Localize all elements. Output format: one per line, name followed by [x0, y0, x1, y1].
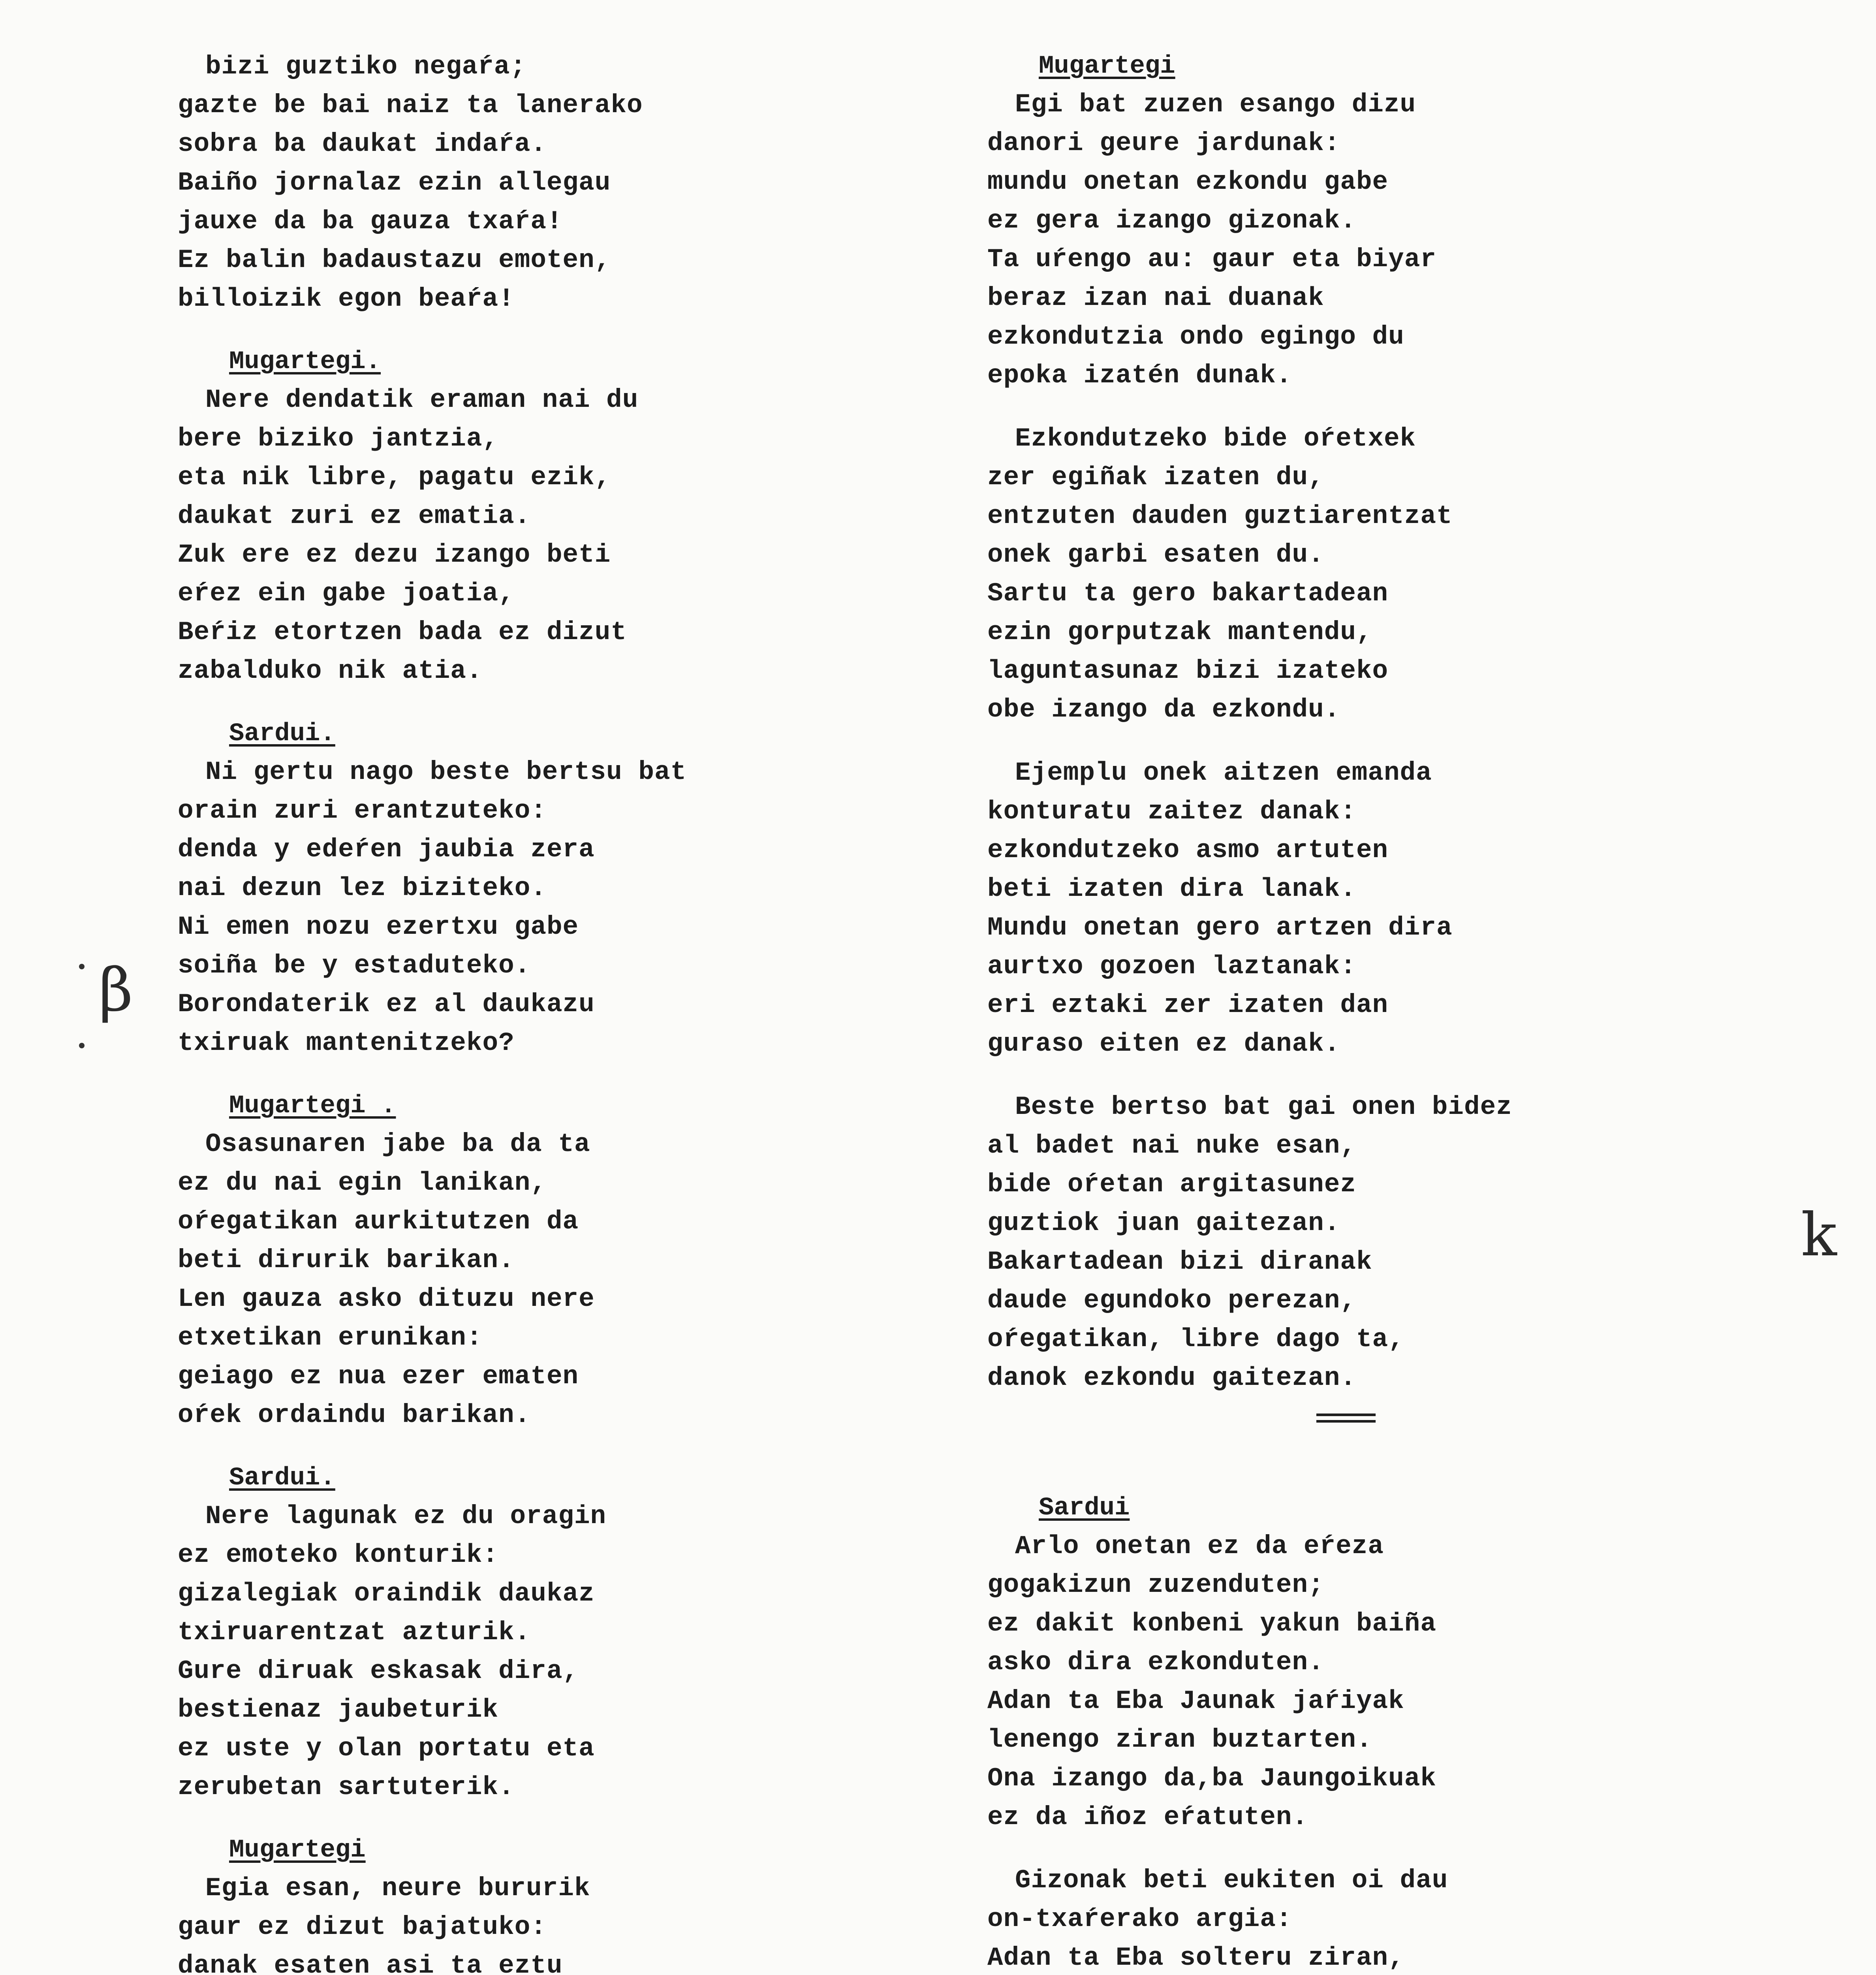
verse-line: daude egundoko perezan,	[987, 1286, 1356, 1315]
verse-line: txiruarentzat azturik.	[178, 1618, 531, 1647]
verse-line: ez gera izango gizonak.	[987, 206, 1356, 235]
verse-line: Adan ta Eba solteru ziran,	[987, 1943, 1404, 1973]
verse-line: Ezkondutzeko bide oŕetxek	[1015, 424, 1416, 453]
margin-mark-left: β	[99, 956, 133, 1025]
stanza	[987, 1489, 1758, 1837]
verse-line: Zuk ere ez dezu izango beti	[178, 540, 611, 570]
verse-line: gogakizun zuzenduten;	[987, 1570, 1324, 1600]
stanza	[178, 343, 948, 690]
verse-line: Baiño jornalaz ezin allegau	[178, 168, 611, 198]
verse-line: gaur ez dizut bajatuko:	[178, 1912, 547, 1942]
verse-line: Beŕiz etortzen bada ez dizut	[178, 617, 627, 647]
stanza	[178, 1831, 948, 1975]
verse-line: mundu onetan ezkondu gabe	[987, 167, 1389, 197]
verse-line: Bakartadean bizi diranak	[987, 1247, 1372, 1277]
right-column	[987, 47, 1758, 1975]
verse-line: daukat zuri ez ematia.	[178, 501, 531, 531]
verse-line: nai dezun lez biziteko.	[178, 873, 547, 903]
verse-line: epoka izatén dunak.	[987, 361, 1292, 390]
stanza	[178, 47, 948, 318]
verse-line: Egi bat zuzen esango dizu	[1015, 90, 1416, 119]
verse-line: gazte be bai naiz ta lanerako	[178, 90, 643, 120]
stanza	[987, 47, 1758, 395]
verse-line: beti izaten dira lanak.	[987, 874, 1356, 904]
stanza	[987, 419, 1758, 729]
verse-line: jauxe da ba gauza txaŕa!	[178, 207, 563, 236]
verse-line: konturatu zaitez danak:	[987, 797, 1356, 826]
verse-line: ezkondutzeko asmo artuten	[987, 835, 1389, 865]
verse-line: eŕez ein gabe joatia,	[178, 579, 515, 608]
verse-line: guztiok juan gaitezan.	[987, 1208, 1340, 1238]
verse-line: Ejemplu onek aitzen emanda	[1015, 758, 1432, 788]
verse-line: entzuten dauden guztiarentzat	[987, 501, 1453, 531]
verse-line: Arlo onetan ez da eŕeza	[1015, 1531, 1384, 1561]
verse-line: Beste bertso bat gai onen bidez	[1015, 1092, 1512, 1122]
verse-line: oŕek ordaindu barikan.	[178, 1400, 531, 1430]
verse-line: bide oŕetan argitasunez	[987, 1170, 1356, 1199]
verse-line: Len gauza asko dituzu nere	[178, 1284, 595, 1314]
verse-line: Ona izango da,ba Jaungoikuak	[987, 1764, 1436, 1793]
verse-line: oŕegatikan, libre dago ta,	[987, 1324, 1404, 1354]
verse-line: Ni gertu nago beste bertsu bat	[205, 757, 687, 787]
verse-line: sobra ba daukat indaŕa.	[178, 129, 547, 159]
verse-line: zerubetan sartuterik.	[178, 1772, 515, 1802]
verse-line: etxetikan erunikan:	[178, 1323, 483, 1352]
verse-line: eri eztaki zer izaten dan	[987, 990, 1389, 1020]
verse-line: laguntasunaz bizi izateko	[987, 656, 1389, 686]
verse-line: Ni emen nozu ezertxu gabe	[178, 912, 579, 942]
verse-line: Osasunaren jabe ba da ta	[205, 1129, 590, 1159]
verse-line: soiña be y estaduteko.	[178, 951, 531, 980]
verse-line: ez emoteko konturik:	[178, 1540, 499, 1570]
speaker-name: Mugartegi.	[229, 348, 381, 376]
verse-line: Nere lagunak ez du oragin	[205, 1501, 607, 1531]
verse-line: bizi guztiko negaŕa;	[205, 52, 526, 81]
verse-line: zer egiñak izaten du,	[987, 463, 1324, 492]
verse-line: beraz izan nai duanak	[987, 283, 1324, 313]
stanza	[178, 1459, 948, 1807]
verse-line: aurtxo gozoen laztanak:	[987, 952, 1356, 981]
verse-line: ez da iñoz eŕatuten.	[987, 1802, 1308, 1832]
verse-line: beti dirurik barikan.	[178, 1245, 515, 1275]
verse-line: ez uste y olan portatu eta	[178, 1734, 595, 1763]
verse-line: Borondaterik ez al daukazu	[178, 989, 595, 1019]
verse-line: ezkondutzia ondo egingo du	[987, 322, 1404, 352]
verse-line: asko dira ezkonduten.	[987, 1648, 1324, 1677]
stanza	[987, 754, 1758, 1063]
stanza	[987, 1861, 1758, 1975]
verse-line: orain zuri erantzuteko:	[178, 796, 547, 826]
ink-dot	[79, 1043, 85, 1048]
separator-line: =====	[1315, 1407, 1375, 1433]
verse-line: geiago ez nua ezer ematen	[178, 1362, 579, 1391]
verse-line: zabalduko nik atia.	[178, 656, 483, 686]
verse-line: eta nik libre, pagatu ezik,	[178, 463, 611, 492]
verse-line: Egia esan, neure bururik	[205, 1873, 590, 1903]
verse-line: ez du nai egin lanikan,	[178, 1168, 547, 1198]
speaker-name: Mugartegi	[1039, 52, 1175, 81]
verse-line: lenengo ziran buztarten.	[987, 1725, 1372, 1755]
ink-dot	[79, 964, 85, 969]
verse-line: Ez balin badaustazu emoten,	[178, 245, 611, 275]
verse-line: oŕegatikan aurkitutzen da	[178, 1207, 579, 1236]
verse-line: Mundu onetan gero artzen dira	[987, 913, 1453, 942]
verse-line: obe izango da ezkondu.	[987, 695, 1340, 724]
verse-line: danak esaten asi ta eztu	[178, 1951, 563, 1975]
verse-line: danok ezkondu gaitezan.	[987, 1363, 1356, 1393]
verse-line: al badet nai nuke esan,	[987, 1131, 1356, 1161]
stanza	[178, 1087, 948, 1435]
verse-line: Nere dendatik eraman nai du	[205, 385, 639, 415]
verse-line: txiruak mantenitzeko?	[178, 1028, 515, 1058]
speaker-name: Sardui.	[229, 720, 335, 748]
verse-line: Adan ta Eba Jaunak jaŕiyak	[987, 1686, 1404, 1716]
verse-line: bere biziko jantzia,	[178, 424, 499, 453]
verse-line: onek garbi esaten du.	[987, 540, 1324, 570]
speaker-name: Sardui.	[229, 1464, 335, 1492]
stanza	[178, 715, 948, 1063]
verse-line: bestienaz jaubeturik	[178, 1695, 499, 1725]
margin-mark-right: k	[1801, 1201, 1837, 1270]
verse-line: billoizik egon beaŕa!	[178, 284, 515, 314]
left-column	[178, 47, 948, 1975]
verse-line: Gure diruak eskasak dira,	[178, 1656, 579, 1686]
verse-line: guraso eiten ez danak.	[987, 1029, 1340, 1059]
verse-line: on-txaŕerako argia:	[987, 1904, 1292, 1934]
verse-line: gizalegiak oraindik daukaz	[178, 1579, 595, 1608]
stanza	[987, 1088, 1758, 1398]
verse-line: Gizonak beti eukiten oi dau	[1015, 1866, 1448, 1895]
verse-line: Ta uŕengo au: gaur eta biyar	[987, 245, 1436, 274]
verse-line: denda y edeŕen jaubia zera	[178, 835, 595, 864]
speaker-name: Mugartegi .	[229, 1092, 396, 1120]
verse-line: Sartu ta gero bakartadean	[987, 579, 1389, 608]
verse-line: danori geure jardunak:	[987, 128, 1340, 158]
speaker-name: Sardui	[1039, 1494, 1130, 1522]
verse-line: ezin gorputzak mantendu,	[987, 617, 1372, 647]
verse-line: ez dakit konbeni yakun baiña	[987, 1609, 1436, 1638]
speaker-name: Mugartegi	[229, 1836, 366, 1864]
